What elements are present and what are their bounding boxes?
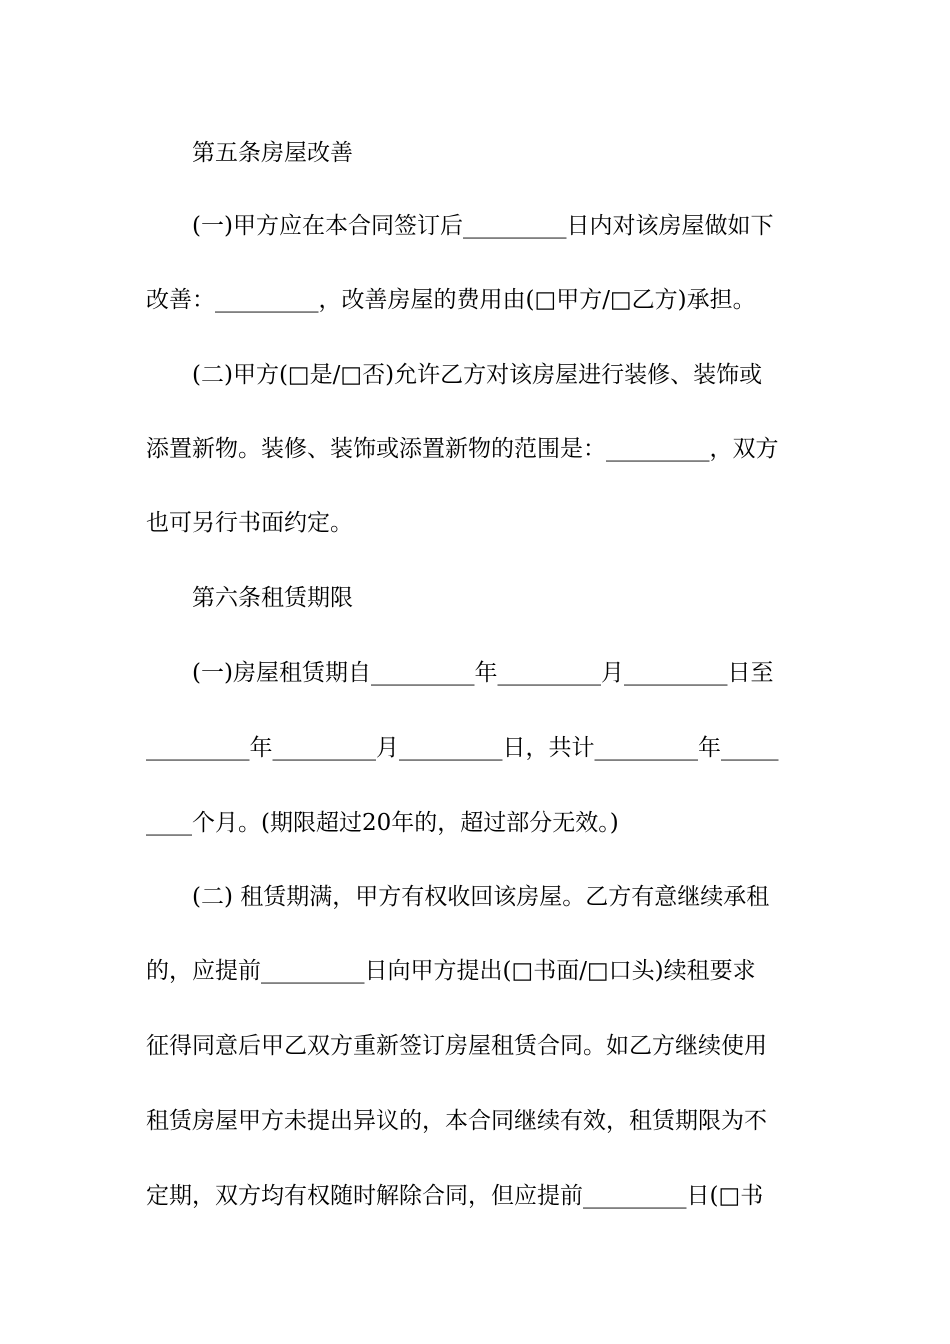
paragraph-line: _________年_________月_________日，共计_________年_____ xyxy=(146,735,779,761)
article-6-heading: 第六条租赁期限 xyxy=(192,585,353,611)
paragraph-line: 征得同意后甲乙双方重新签订房屋租赁合同。如乙方继续使用 xyxy=(146,1033,767,1059)
paragraph-line: (二) 租赁期满，甲方有权收回该房屋。乙方有意继续承租 xyxy=(192,884,770,910)
paragraph-line: (一)甲方应在本合同签订后_________日内对该房屋做如下 xyxy=(192,213,774,239)
paragraph-line: 定期，双方均有权随时解除合同，但应提前_________日(□书 xyxy=(146,1183,764,1209)
paragraph-line: 租赁房屋甲方未提出异议的，本合同继续有效，租赁期限为不 xyxy=(146,1108,767,1134)
paragraph-line: ____个月。(期限超过20年的，超过部分无效。) xyxy=(146,810,619,836)
paragraph-line: (二)甲方(□是/□否)允许乙方对该房屋进行装修、装饰或 xyxy=(192,362,763,388)
paragraph-line: (一)房屋租赁期自_________年_________月_________日至 xyxy=(192,660,774,686)
article-5-heading: 第五条房屋改善 xyxy=(192,140,353,166)
paragraph-line: 也可另行书面约定。 xyxy=(146,510,353,536)
paragraph-line: 改善：_________，改善房屋的费用由(□甲方/□乙方)承担。 xyxy=(146,287,756,313)
paragraph-line: 添置新物。装修、装饰或添置新物的范围是：_________，双方 xyxy=(146,436,779,462)
paragraph-line: 的，应提前_________日向甲方提出(□书面/□口头)续租要求 xyxy=(146,958,756,984)
